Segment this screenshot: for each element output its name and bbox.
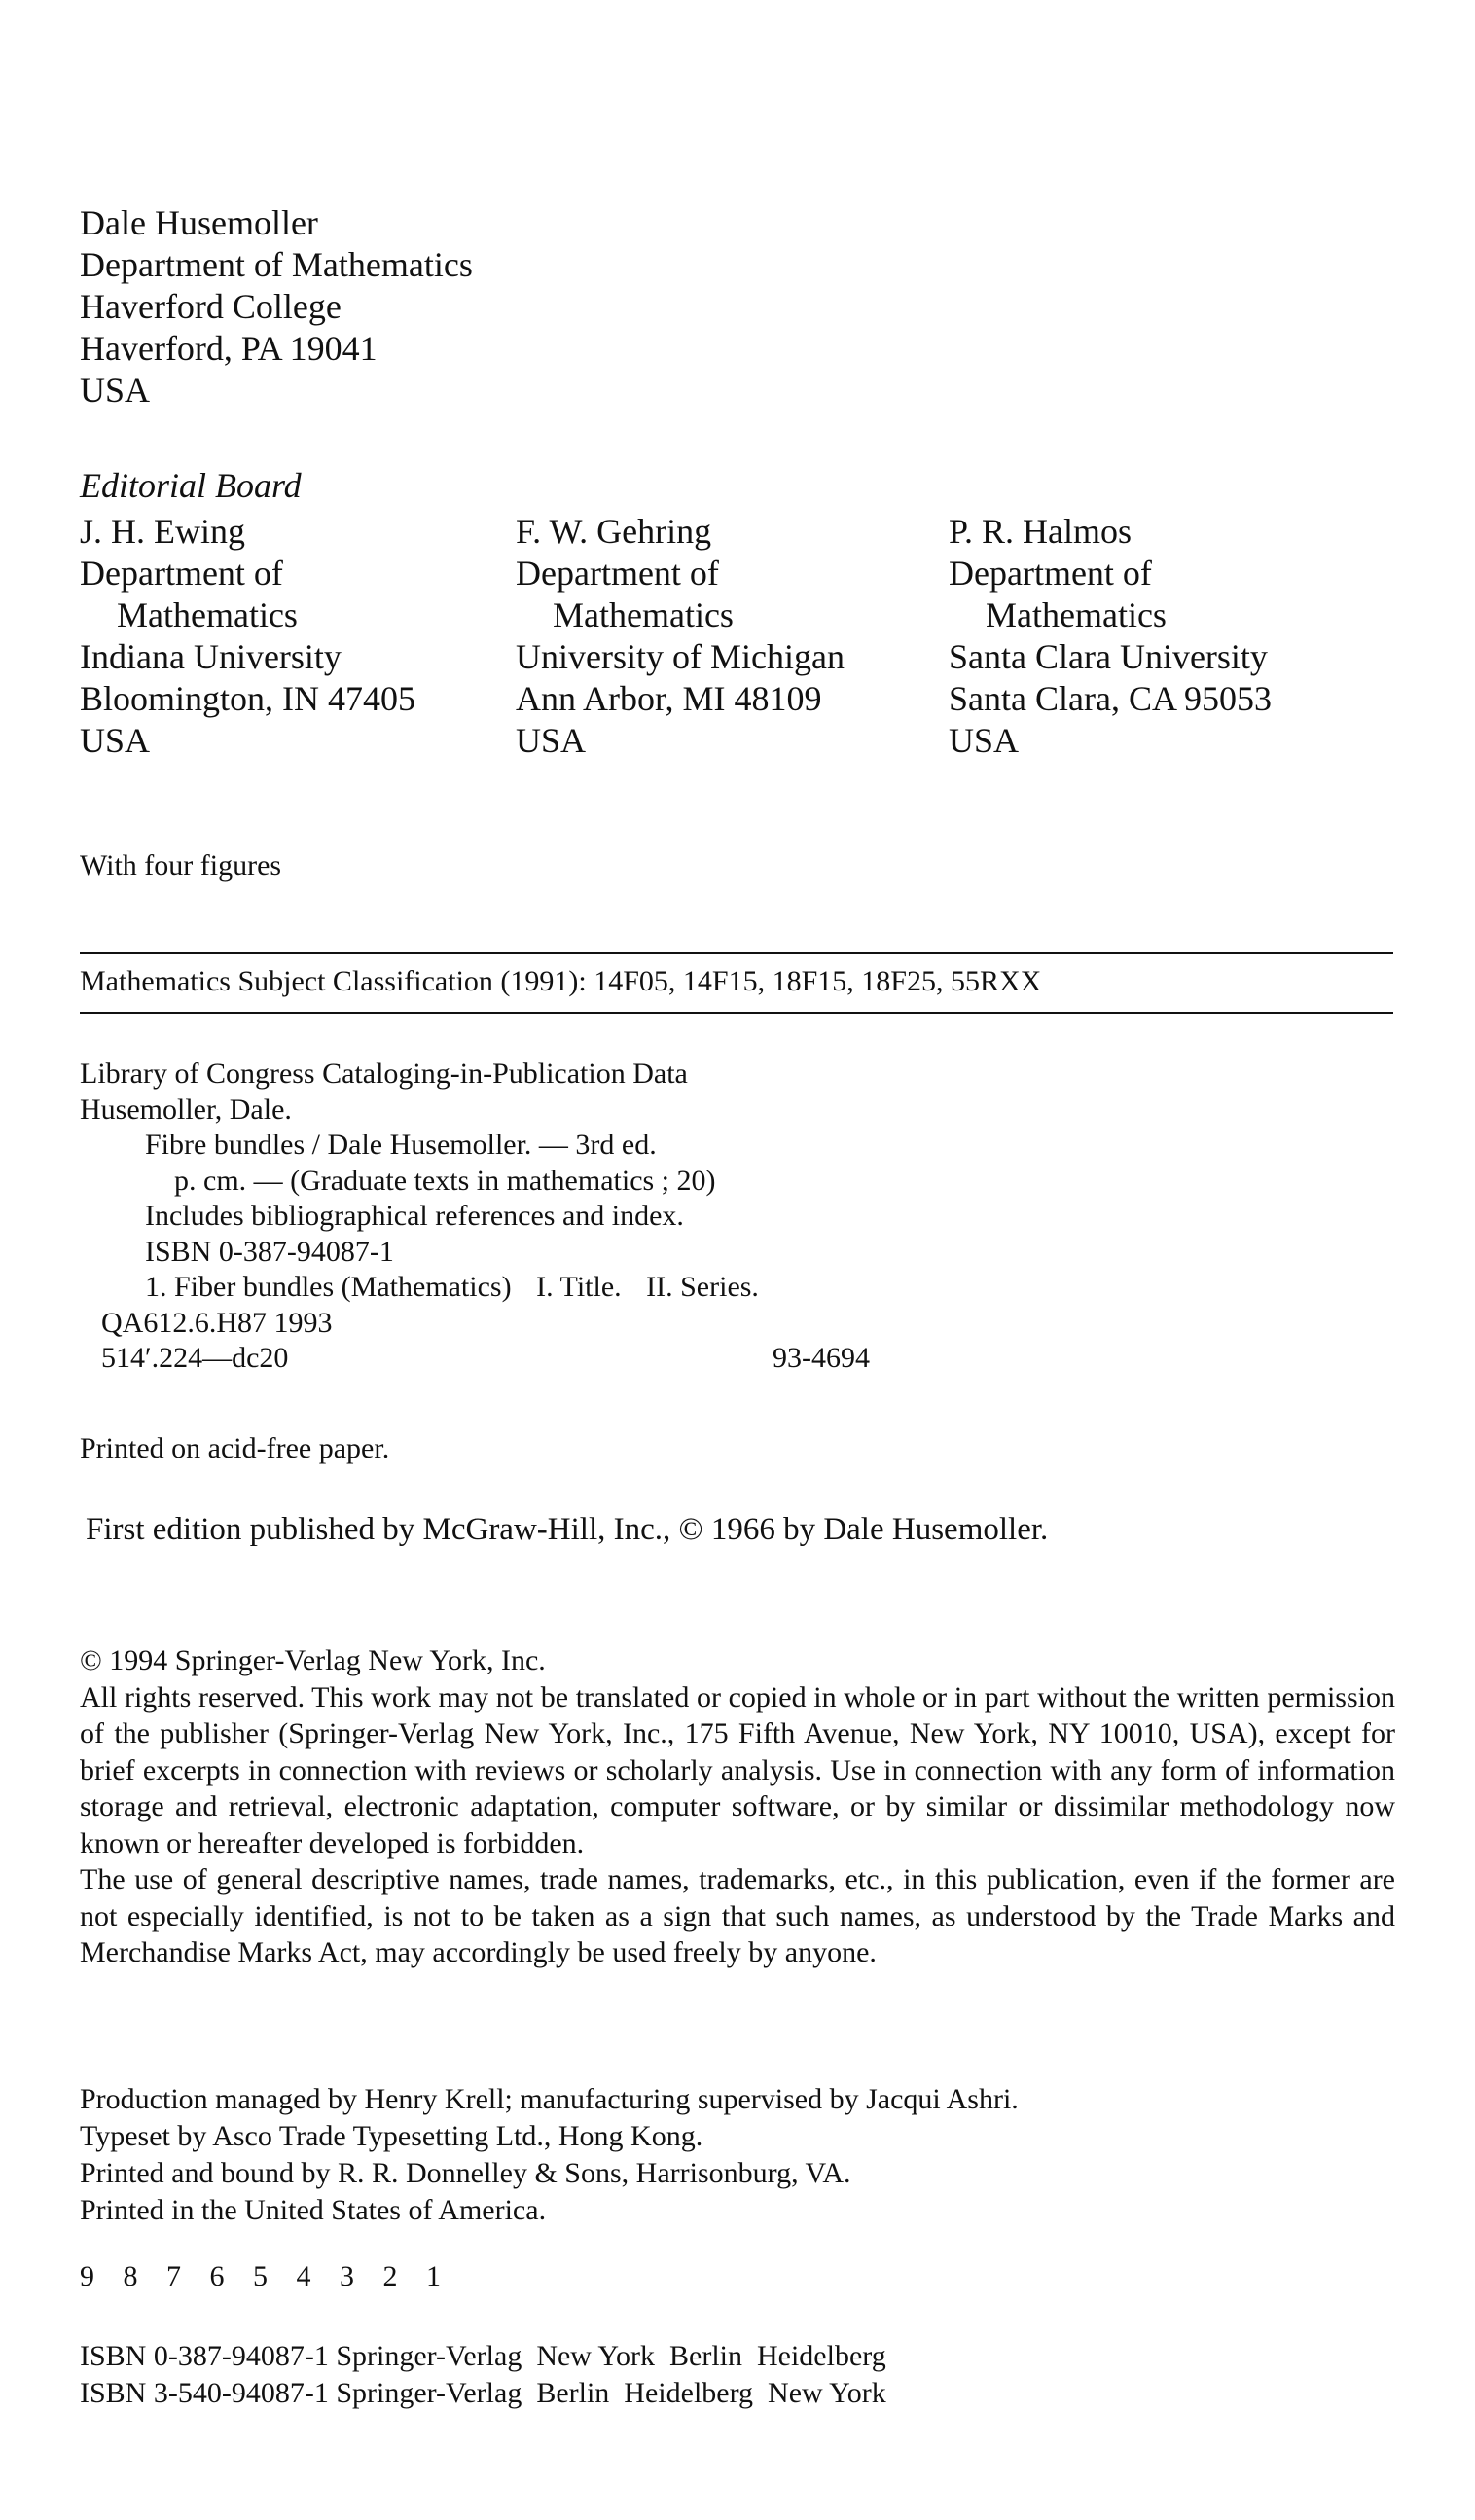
cip-subject-2: I. Title. [536,1271,622,1303]
editor-city: Bloomington, IN 47405 [80,679,416,718]
cip-includes: Includes bibliographical references and index. [145,1200,684,1232]
editor-city: Ann Arbor, MI 48109 [516,679,822,718]
editor-institution: University of Michigan [516,637,845,676]
author-country: USA [80,371,151,410]
editor-department: Department of [516,554,719,593]
trademark-statement: The use of general descriptive names, trade names, trademarks, etc., in this publication, even if the former are not especially identified, is not to be taken as a sign that such names, as understood by the Trade Marks and Merchandise Marks Act, may accordingly be used freely by anyone. [80,1863,1395,1968]
copyright-notice: © 1994 Springer-Verlag New York, Inc. [80,1644,546,1676]
classification-bottom-rule [80,1012,1393,1014]
editor-city: Santa Clara, CA 95053 [949,679,1272,718]
editor-institution: Santa Clara University [949,637,1268,676]
author-city: Haverford, PA 19041 [80,329,378,368]
isbn-list [80,2338,886,2412]
author-name: Dale Husemoller [80,203,318,242]
editor-institution: Indiana University [80,637,342,676]
cip-dewey: 514′.224—dc20 [101,1342,289,1374]
production-line: Typeset by Asco Trade Typesetting Ltd., Hong Kong. [80,2120,703,2152]
editor-entry [80,511,415,762]
production-line: Printed and bound by R. R. Donnelley & Sons, Harrisonburg, VA. [80,2157,851,2189]
cip-dewey-row [80,1341,870,1377]
cip-title-line: Fibre bundles / Dale Husemoller. — 3rd ed. [145,1129,657,1161]
printing-number-line: 9 8 7 6 5 4 3 2 1 [80,2260,451,2292]
editor-name: F. W. Gehring [516,512,712,551]
production-line: Production managed by Henry Krell; manufacturing supervised by Jacqui Ashri. [80,2083,1019,2115]
production-line: Printed in the United States of America. [80,2194,547,2226]
editor-name: P. R. Halmos [949,512,1133,551]
cip-subject-1: 1. Fiber bundles (Mathematics) [145,1271,512,1303]
author-institution: Haverford College [80,287,342,326]
editor-country: USA [949,721,1020,760]
rights-statement: All rights reserved. This work may not be translated or copied in whole or in part without the written permission of the publisher (Springer-Verlag New York, Inc., 175 Fifth Avenue, New York, NY 10010, USA), except for brief excerpts in connection with reviews or scholarly analysis. Use in connection with any form of information storage and retrieval, electronic adaptation, computer software, or by similar or dissimilar methodology now known or hereafter developed is forbidden. [80,1680,1395,1859]
cip-isbn: ISBN 0-387-94087-1 [145,1235,394,1268]
first-edition-note: First edition published by McGraw-Hill, Inc., © 1966 by Dale Husemoller. [86,1512,1049,1547]
author-address [80,202,473,412]
editor-department: Department of [949,554,1152,593]
author-department: Department of Mathematics [80,245,473,284]
subject-classification: Mathematics Subject Classification (1991): 14F05, 14F15, 18F15, 18F25, 55RXX [80,965,1042,997]
production-credits [80,2081,1019,2229]
editor-department-cont: Mathematics [117,595,298,634]
cip-subjects [80,1270,878,1306]
isbn-line: ISBN 0-387-94087-1 Springer-Verlag New York Berlin Heidelberg [80,2340,886,2372]
cip-author: Husemoller, Dale. [80,1093,292,1126]
cip-lccn: 93-4694 [773,1342,870,1374]
cip-call-number: QA612.6.H87 1993 [101,1306,333,1339]
editor-country: USA [516,721,587,760]
cip-subject-3: II. Series. [646,1271,759,1303]
cip-data-block [80,1057,878,1377]
cip-heading: Library of Congress Cataloging-in-Publication Data [80,1058,688,1090]
isbn-line: ISBN 3-540-94087-1 Springer-Verlag Berlin Heidelberg New York [80,2377,886,2409]
editor-entry [516,511,845,762]
figures-note: With four figures [80,849,282,882]
editor-name: J. H. Ewing [80,512,245,551]
classification-top-rule [80,952,1393,954]
editor-department-cont: Mathematics [986,595,1167,634]
editor-entry [949,511,1272,762]
editor-department-cont: Mathematics [553,595,734,634]
editorial-board-heading: Editorial Board [80,466,302,505]
acid-free-note: Printed on acid-free paper. [80,1432,390,1464]
editor-department: Department of [80,554,283,593]
copyright-block [80,1642,1395,1971]
cip-series-line: p. cm. — (Graduate texts in mathematics ; 20) [174,1164,716,1197]
editor-country: USA [80,721,151,760]
